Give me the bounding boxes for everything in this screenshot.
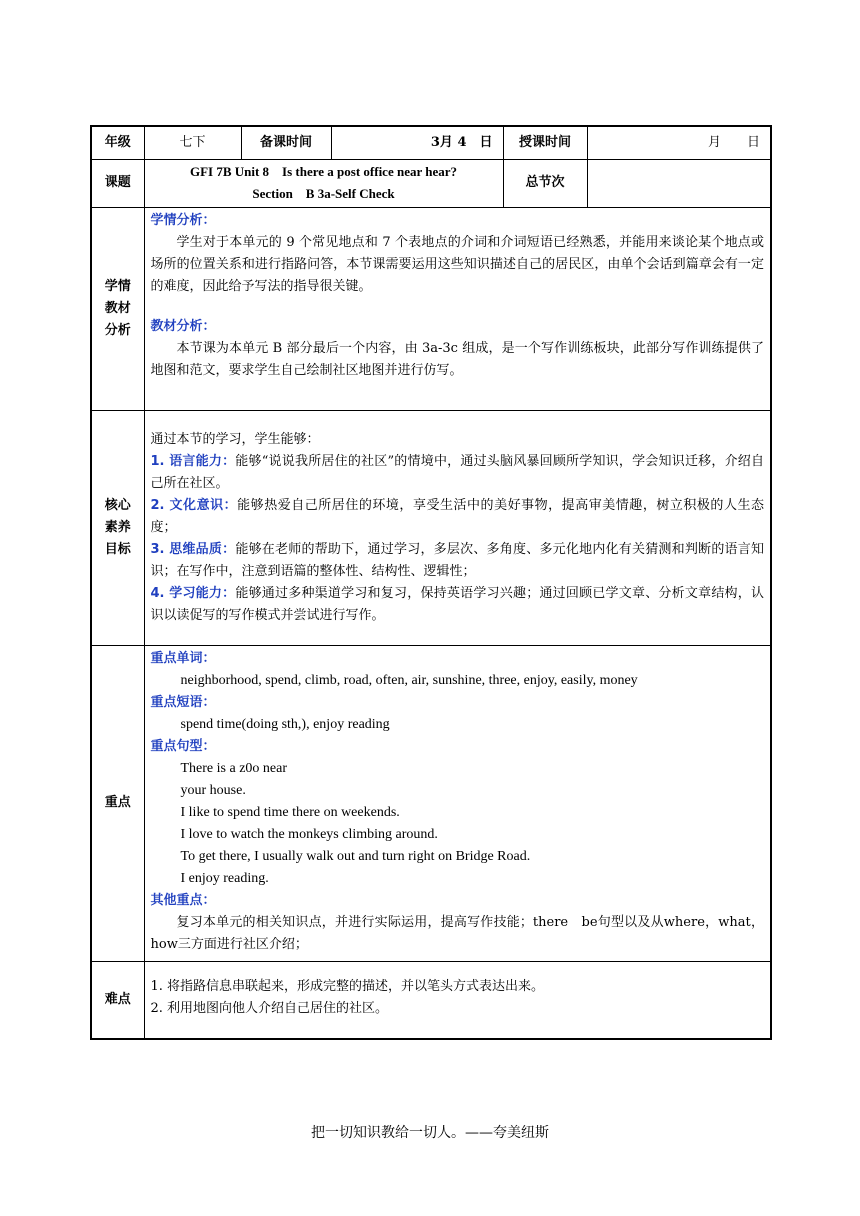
topic-row [91, 159, 771, 207]
key-points-row [91, 645, 771, 961]
other-points-heading: 其他重点： [150, 892, 216, 908]
goal-heading: 2. 文化意识： [150, 497, 238, 513]
key-sentence: To get there, I usually walk out and turn right on Bridge Road. [180, 848, 531, 864]
goals-label-line: 素养 [104, 519, 131, 535]
key-words-heading: 重点单词： [150, 650, 216, 666]
lesson-title-line2: Section B 3a-Self Check [252, 186, 395, 201]
goals-label-line: 目标 [104, 541, 131, 557]
other-points-text: 复习本单元的相关知识点，并进行实际运用，提高写作技能；there be句型以及从where，what，how三方面进行社区介绍； [150, 914, 764, 952]
key-sentence: your house. [180, 782, 246, 798]
analysis-label-line: 学情 [104, 278, 131, 294]
key-sentence: I love to watch the monkeys climbing around. [180, 826, 438, 842]
goals-intro: 通过本节的学习，学生能够： [150, 431, 320, 447]
key-words: neighborhood, spend, climb, road, often, air, sunshine, three, enjoy, easily, money [180, 672, 638, 688]
goals-label-line: 核心 [104, 497, 131, 513]
difficulty-item: 1. 将指路信息串联起来，形成完整的描述，并以笔头方式表达出来。 [150, 978, 545, 994]
spacer [151, 298, 765, 316]
goal-item [151, 495, 765, 539]
key-points-content [144, 645, 771, 961]
analysis-label-line: 教材 [104, 300, 131, 316]
total-sessions-label: 总节次 [503, 159, 587, 207]
teach-time-label: 授课时间 [503, 126, 587, 159]
key-sentence: I like to spend time there on weekends. [180, 804, 400, 820]
lesson-plan-table [90, 125, 772, 1040]
goals-content [144, 410, 771, 645]
goal-text: 能够“说说我所居住的社区”的情境中，通过头脑风暴回顾所学知识，学会知识迁移，介绍自己所在社区。 [150, 453, 764, 491]
goal-text: 能够通过多种渠道学习和复习，保持英语学习兴趣；通过回顾已学文章、分析文章结构，认识以读促写的写作模式并尝试进行写作。 [150, 585, 764, 623]
analysis-row [91, 207, 771, 410]
lesson-title-line1: GFI 7B Unit 8 Is there a post office near hear? [189, 164, 458, 179]
difficulties-label: 难点 [91, 961, 144, 1039]
key-points-label: 重点 [91, 645, 144, 961]
student-analysis-text: 学生对于本单元的 9 个常见地点和 7 个表地点的介词和介词短语已经熟悉，并能用来谈论某个地点或场所的位置关系和进行指路问答，本节课需要运用这些知识描述自己的居民区，由单个会话到篇章会有一定的难度，因此给予写法的指导很关键。 [150, 234, 764, 294]
lesson-title [144, 159, 503, 207]
goal-heading: 1. 语言能力： [150, 453, 236, 469]
key-phrases-heading: 重点短语： [150, 694, 216, 710]
material-analysis-heading: 教材分析： [150, 318, 216, 334]
difficulty-item: 2. 利用地图向他人介绍自己居住的社区。 [150, 1000, 389, 1016]
difficulties-content [144, 961, 771, 1039]
goal-heading: 4. 学习能力： [150, 585, 236, 601]
material-analysis-text: 本节课为本单元 B 部分最后一个内容，由 3a-3c 组成，是一个写作训练板块，此部分写作训练提供了地图和范文，要求学生自己绘制社区地图并进行仿写。 [150, 340, 764, 378]
student-analysis-heading: 学情分析： [150, 212, 216, 228]
topic-label: 课题 [91, 159, 144, 207]
grade-value: 七下 [144, 126, 241, 159]
goal-item [151, 539, 765, 583]
goal-text: 能够热爱自己所居住的环境，享受生活中的美好事物，提高审美情趣，树立积极的人生态度； [150, 497, 764, 535]
key-phrases: spend time(doing sth,), enjoy reading [180, 716, 390, 732]
key-sentence: There is a z0o near [180, 760, 287, 776]
analysis-label [91, 207, 144, 410]
prep-time-label: 备课时间 [241, 126, 331, 159]
key-sentence: I enjoy reading. [180, 870, 269, 886]
grade-label: 年级 [91, 126, 144, 159]
goal-item [151, 451, 765, 495]
total-sessions-value [587, 159, 771, 207]
goal-item [151, 583, 765, 627]
goal-text: 能够在老师的帮助下，通过学习，多层次、多角度、多元化地内化有关猜测和判断的语言知识；在写作中，注意到语篇的整体性、结构性、逻辑性； [150, 541, 764, 579]
goals-label [91, 410, 144, 645]
teach-time-value: 月 日 [587, 126, 771, 159]
goals-row [91, 410, 771, 645]
analysis-label-line: 分析 [104, 322, 131, 338]
analysis-content [144, 207, 771, 410]
difficulties-row [91, 961, 771, 1039]
goal-heading: 3. 思维品质： [150, 541, 236, 557]
footer-quote: 把一切知识教给一切人。——夸美纽斯 [311, 1125, 549, 1141]
header-row [91, 126, 771, 159]
prep-time-value: 3月 4 日 [331, 126, 503, 159]
key-sentences-heading: 重点句型： [150, 738, 216, 754]
